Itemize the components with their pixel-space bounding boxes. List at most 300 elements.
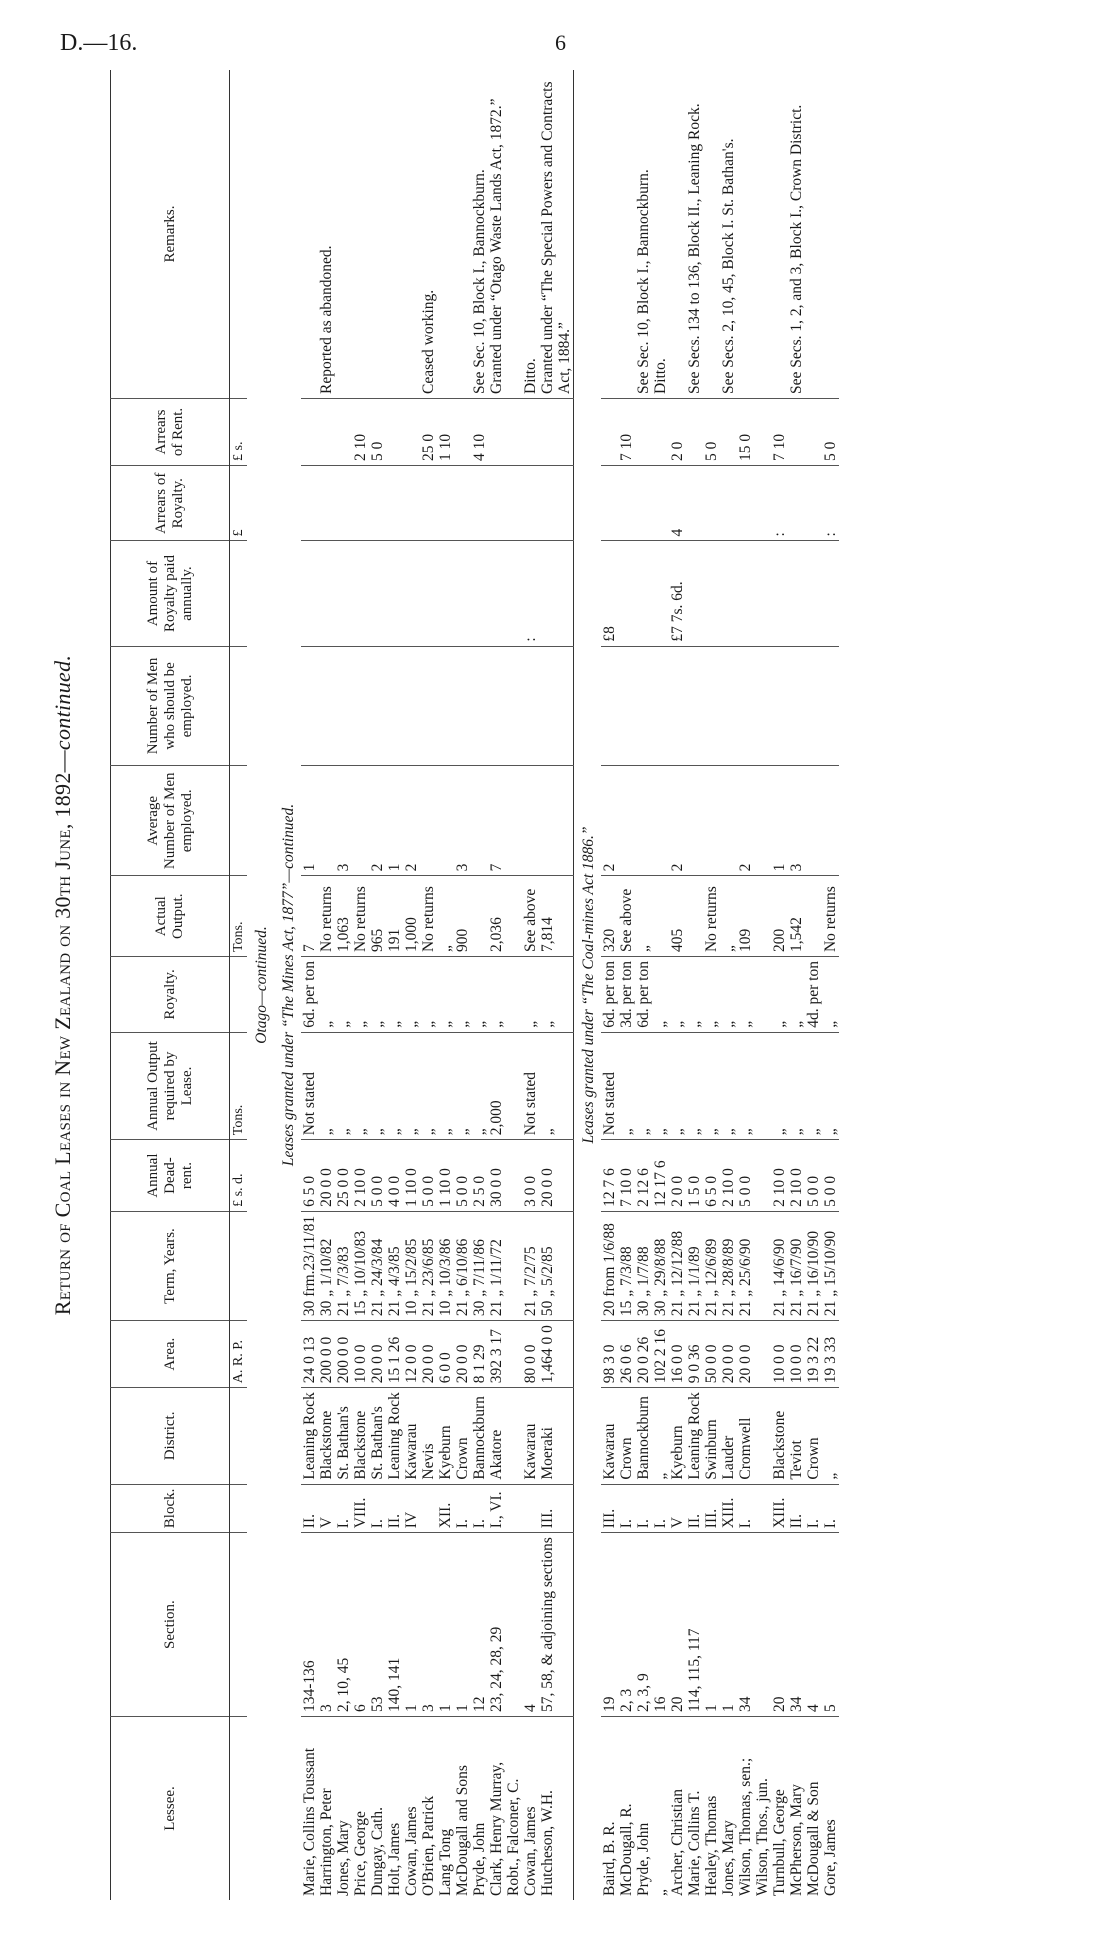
cell-district: Swinburn <box>703 1388 720 1484</box>
cell-area: 20 0 0 <box>369 1321 386 1388</box>
cell-dead-rent: 2 10 0 <box>788 1140 805 1212</box>
cell-remarks <box>335 70 352 399</box>
units-row <box>230 70 248 1900</box>
cell-block: II. <box>686 1484 703 1533</box>
cell-remarks: See Secs. 134 to 136, Block II., Leaning Rock. <box>686 103 703 394</box>
cell-district: Kawarau <box>403 1388 420 1484</box>
cell-section: 12 <box>471 1533 488 1717</box>
cell-remarks <box>454 70 471 399</box>
cell-arrears-rent <box>386 399 403 466</box>
cell-lessee: McDougall, R. <box>618 1717 635 1901</box>
cell-actual-output: 200 <box>771 876 788 957</box>
cell-royalty: 6d. per ton <box>301 957 318 1033</box>
cell-lessee: Lang Tong <box>437 1717 454 1901</box>
cell-avg-men <box>703 766 720 876</box>
cell-men-should <box>454 646 471 766</box>
cell-lessee: Gore, James <box>822 1717 839 1901</box>
col-avg-men: Average Number of Men employed. <box>111 766 230 876</box>
cell-arrears-rent <box>335 399 352 466</box>
cell-block: I. <box>822 1484 839 1533</box>
table-row <box>669 70 686 1900</box>
cell-royalty: 4d. per ton <box>805 957 822 1033</box>
table-row <box>437 70 454 1900</box>
cell-dead-rent: 5 0 0 <box>454 1140 471 1212</box>
cell-lessee: O'Brien, Patrick <box>420 1717 437 1901</box>
cell-area: 98 3 0 <box>601 1321 618 1388</box>
table-header-row <box>111 70 230 1900</box>
cell-lessee: Jones, Mary <box>335 1717 352 1901</box>
cell-men-should <box>635 646 652 766</box>
cell-arrears-royalty <box>454 465 471 540</box>
col-arrears-royalty: Arrears of Royalty. <box>111 465 230 540</box>
cell-district: Kawarau <box>522 1388 539 1484</box>
cell-royalty: „ <box>335 957 352 1033</box>
cell-district: Kyeburn <box>669 1388 686 1484</box>
col-lessee: Lessee. <box>111 1717 230 1901</box>
cell-annual-output: „ <box>669 1032 686 1139</box>
cell-arrears-royalty <box>686 465 703 540</box>
cell-section: 23, 24, 28, 29 <box>488 1533 522 1717</box>
cell-term: 21 „ 16/10/90 <box>805 1211 822 1320</box>
cell-term: 21 „ 28/8/89 <box>720 1211 737 1320</box>
cell-dead-rent: 5 0 0 <box>822 1140 839 1212</box>
cell-actual-output: „ <box>437 876 454 957</box>
cell-remarks <box>805 70 822 399</box>
cell-dead-rent: 1 10 0 <box>403 1140 420 1212</box>
cell-remarks <box>737 70 771 399</box>
cell-arrears-royalty <box>737 465 771 540</box>
cell-dead-rent: 7 10 0 <box>618 1140 635 1212</box>
cell-area: 6 0 0 <box>437 1321 454 1388</box>
table-row <box>403 70 420 1900</box>
cell-remarks: Ditto. <box>522 358 539 394</box>
cell-district: Moeraki <box>539 1388 574 1484</box>
cell-block: II. <box>386 1484 403 1533</box>
cell-term: 30 „ 29/8/88 <box>652 1211 669 1320</box>
cell-arrears-royalty <box>301 465 318 540</box>
cell-actual-output: 965 <box>369 876 386 957</box>
cell-area: 24 0 13 <box>301 1321 318 1388</box>
cell-arrears-royalty <box>318 465 335 540</box>
cell-actual-output: No returns <box>822 876 839 957</box>
cell-actual-output: 1,063 <box>335 876 352 957</box>
cell-men-should <box>805 646 822 766</box>
cell-lessee: Price, George <box>352 1717 369 1901</box>
cell-royalty: „ <box>488 957 522 1033</box>
cell-men-should <box>437 646 454 766</box>
cell-section: 1 <box>454 1533 471 1717</box>
cell-term: 21 „ 24/3/84 <box>369 1211 386 1320</box>
cell-district: Bannockburn <box>635 1388 652 1484</box>
cell-arrears-rent: 1 10 <box>437 399 454 466</box>
table-row <box>386 70 403 1900</box>
col-district: District. <box>111 1388 230 1484</box>
coal-leases-table <box>110 70 839 1900</box>
section-heading-1877-label: Leases granted under “The Mines Act, 1877”—continued. <box>280 803 297 1167</box>
cell-lessee: Clark, Henry Murray, Robt., Falconer, C. <box>488 1717 522 1901</box>
cell-avg-men <box>318 766 335 876</box>
cell-royalty-paid <box>771 541 788 646</box>
cell-arrears-royalty <box>420 465 437 540</box>
cell-block: I. <box>369 1484 386 1533</box>
cell-area: 19 3 22 <box>805 1321 822 1388</box>
cell-avg-men: 1 <box>386 766 403 876</box>
cell-lessee: Wilson, Thomas, sen.; Wilson, Thos., jun. <box>737 1717 771 1901</box>
cell-block: I. <box>737 1484 771 1533</box>
cell-men-should <box>352 646 369 766</box>
cell-annual-output: 2,000 <box>488 1032 522 1139</box>
cell-district: Crown <box>454 1388 471 1484</box>
cell-annual-output: „ <box>420 1032 437 1139</box>
cell-royalty-paid <box>788 541 805 646</box>
cell-block: I. <box>635 1484 652 1533</box>
cell-arrears-rent <box>318 399 335 466</box>
cell-arrears-rent <box>301 399 318 466</box>
cell-men-should <box>737 646 771 766</box>
cell-area: 10 0 0 <box>771 1321 788 1388</box>
cell-remarks: See Secs. 2, 10, 45, Block I. St. Bathan's. <box>720 138 737 394</box>
cell-district: St. Bathan's <box>335 1388 352 1484</box>
cell-annual-output: „ <box>771 1032 788 1139</box>
cell-remarks <box>771 70 788 399</box>
col-dead-rent: Annual Dead-rent. <box>111 1140 230 1212</box>
cell-section: 1 <box>720 1533 737 1717</box>
cell-avg-men: 7 <box>488 766 522 876</box>
cell-dead-rent: 6 5 0 <box>301 1140 318 1212</box>
cell-district: „ <box>652 1388 669 1484</box>
cell-term: 50 „ 5/2/85 <box>539 1211 574 1320</box>
cell-term: 10 „ 10/3/86 <box>437 1211 454 1320</box>
cell-avg-men: 3 <box>454 766 471 876</box>
unit-actual-output: Tons. <box>230 876 248 957</box>
cell-annual-output: Not stated <box>601 1032 618 1139</box>
table-row <box>618 70 635 1900</box>
cell-royalty: 6d. per ton <box>635 957 652 1033</box>
cell-term: 30 „ 7/11/86 <box>471 1211 488 1320</box>
cell-area: 19 3 33 <box>822 1321 839 1388</box>
cell-remarks <box>618 70 635 399</box>
cell-block: I., VI. <box>488 1484 522 1533</box>
cell-lessee: Dungay, Cath. <box>369 1717 386 1901</box>
cell-avg-men: 2 <box>737 766 771 876</box>
cell-district: Teviot <box>788 1388 805 1484</box>
section-heading-region <box>247 70 274 1900</box>
col-royalty-paid: Amount of Royalty paid annually. <box>111 541 230 646</box>
table-row <box>771 70 788 1900</box>
cell-remarks <box>386 70 403 399</box>
section-heading-1886 <box>574 70 602 1900</box>
col-royalty: Royalty. <box>111 957 230 1033</box>
cell-men-should <box>386 646 403 766</box>
cell-section: 1 <box>403 1533 420 1717</box>
cell-annual-output: Not stated <box>522 1032 539 1139</box>
cell-arrears-rent: 7 10 <box>618 399 635 466</box>
cell-dead-rent: 4 0 0 <box>386 1140 403 1212</box>
cell-royalty: „ <box>369 957 386 1033</box>
cell-actual-output <box>652 876 669 957</box>
cell-actual-output: 7,814 <box>539 876 574 957</box>
cell-dead-rent: 2 12 6 <box>635 1140 652 1212</box>
cell-men-should <box>403 646 420 766</box>
cell-men-should <box>369 646 386 766</box>
cell-remarks <box>703 70 720 399</box>
cell-royalty: „ <box>539 957 574 1033</box>
cell-dead-rent: 5 0 0 <box>420 1140 437 1212</box>
cell-avg-men <box>437 766 454 876</box>
cell-royalty-paid <box>471 541 488 646</box>
cell-lessee: Harrington, Peter <box>318 1717 335 1901</box>
cell-annual-output: „ <box>403 1032 420 1139</box>
cell-block <box>420 1484 437 1533</box>
cell-district: Blackstone <box>352 1388 369 1484</box>
cell-lessee: Healey, Thomas <box>703 1717 720 1901</box>
table-row <box>522 70 539 1900</box>
cell-avg-men <box>539 766 574 876</box>
cell-area: 20 0 0 <box>737 1321 771 1388</box>
cell-annual-output: „ <box>437 1032 454 1139</box>
cell-district: Leaning Rock <box>301 1388 318 1484</box>
cell-avg-men <box>618 766 635 876</box>
cell-dead-rent: 20 0 0 <box>539 1140 574 1212</box>
cell-lessee: Holt, James <box>386 1717 403 1901</box>
cell-lessee: Archer, Christian <box>669 1717 686 1901</box>
cell-avg-men <box>805 766 822 876</box>
cell-lessee: Jones, Mary <box>720 1717 737 1901</box>
cell-term: 21 „ 1/11/72 <box>488 1211 522 1320</box>
cell-block: II. <box>788 1484 805 1533</box>
cell-arrears-royalty <box>635 465 652 540</box>
cell-area: 20 0 0 <box>454 1321 471 1388</box>
cell-dead-rent: 3 0 0 <box>522 1140 539 1212</box>
cell-section: 20 <box>669 1533 686 1717</box>
cell-royalty-paid <box>488 541 522 646</box>
cell-annual-output: Not stated <box>301 1032 318 1139</box>
cell-annual-output: „ <box>369 1032 386 1139</box>
cell-dead-rent: 5 0 0 <box>369 1140 386 1212</box>
cell-actual-output: No returns <box>420 876 437 957</box>
cell-block: XII. <box>437 1484 454 1533</box>
cell-annual-output: „ <box>788 1032 805 1139</box>
cell-royalty: „ <box>420 957 437 1033</box>
cell-section: 2, 3 <box>618 1533 635 1717</box>
cell-royalty-paid <box>686 541 703 646</box>
cell-remarks <box>437 70 454 399</box>
cell-avg-men <box>471 766 488 876</box>
cell-royalty: „ <box>522 957 539 1033</box>
cell-district: „ <box>822 1388 839 1484</box>
unit-dead-rent: £ s. d. <box>230 1140 248 1212</box>
cell-section: 2, 10, 45 <box>335 1533 352 1717</box>
cell-district: Akatore <box>488 1388 522 1484</box>
cell-arrears-rent <box>488 399 522 466</box>
cell-arrears-rent: 5 0 <box>703 399 720 466</box>
cell-dead-rent: 2 0 0 <box>669 1140 686 1212</box>
cell-remarks: Ditto. <box>652 358 669 394</box>
col-area: Area. <box>111 1321 230 1388</box>
cell-men-should <box>522 646 539 766</box>
cell-section: 3 <box>420 1533 437 1717</box>
cell-arrears-rent: 15 0 <box>737 399 771 466</box>
cell-term: 30 „ 1/10/82 <box>318 1211 335 1320</box>
cell-term: 30 frm.23/11/81 <box>301 1211 318 1320</box>
cell-dead-rent: 2 10 0 <box>352 1140 369 1212</box>
cell-avg-men <box>420 766 437 876</box>
col-block: Block. <box>111 1484 230 1533</box>
cell-block: I. <box>335 1484 352 1533</box>
cell-remarks: Ceased working. <box>420 289 437 394</box>
cell-royalty: „ <box>788 957 805 1033</box>
cell-dead-rent: 1 10 0 <box>437 1140 454 1212</box>
cell-district: Nevis <box>420 1388 437 1484</box>
cell-royalty-paid <box>805 541 822 646</box>
cell-term: 21 „ 23/6/85 <box>420 1211 437 1320</box>
section-heading-region-label: Otago—continued. <box>253 926 270 1044</box>
cell-area: 16 0 0 <box>669 1321 686 1388</box>
cell-lessee: Hutcheson, W.H. <box>539 1717 574 1901</box>
cell-remarks: See Sec. 10, Block I., Bannockburn. <box>635 169 652 394</box>
table-body <box>230 70 840 1900</box>
table-row <box>301 70 318 1900</box>
cell-block: V <box>669 1484 686 1533</box>
table-row <box>471 70 488 1900</box>
cell-section: 4 <box>805 1533 822 1717</box>
cell-arrears-rent <box>788 399 805 466</box>
cell-men-should <box>771 646 788 766</box>
cell-arrears-royalty <box>403 465 420 540</box>
table-title <box>50 70 76 1900</box>
cell-remarks: See Secs. 1, 2, and 3, Block I., Crown District. <box>788 104 805 394</box>
cell-annual-output: „ <box>652 1032 669 1139</box>
table-row <box>822 70 839 1900</box>
cell-actual-output: 191 <box>386 876 403 957</box>
cell-remarks: See Sec. 10, Block I., Bannockburn. <box>471 169 488 394</box>
cell-annual-output: „ <box>618 1032 635 1139</box>
cell-men-should <box>686 646 703 766</box>
cell-block <box>522 1484 539 1533</box>
cell-royalty: „ <box>471 957 488 1033</box>
table-row <box>369 70 386 1900</box>
cell-arrears-rent <box>635 399 652 466</box>
cell-term: 21 „ 25/6/90 <box>737 1211 771 1320</box>
cell-arrears-rent: 4 10 <box>471 399 488 466</box>
cell-section: 16 <box>652 1533 669 1717</box>
cell-section: 34 <box>788 1533 805 1717</box>
col-section: Section. <box>111 1533 230 1717</box>
cell-royalty: „ <box>437 957 454 1033</box>
cell-royalty-paid <box>318 541 335 646</box>
cell-avg-men: 2 <box>669 766 686 876</box>
cell-royalty-paid <box>369 541 386 646</box>
cell-annual-output: „ <box>318 1032 335 1139</box>
cell-avg-men: 2 <box>601 766 618 876</box>
cell-dead-rent: 1 5 0 <box>686 1140 703 1212</box>
cell-area: 80 0 0 <box>522 1321 539 1388</box>
cell-annual-output: „ <box>471 1032 488 1139</box>
col-men-should: Number of Men who should be employed. <box>111 646 230 766</box>
cell-arrears-rent <box>686 399 703 466</box>
cell-district: Leaning Rock <box>386 1388 403 1484</box>
cell-arrears-rent <box>805 399 822 466</box>
cell-arrears-rent: 5 0 <box>369 399 386 466</box>
cell-arrears-royalty: : <box>771 465 788 540</box>
unit-arrears-royalty: £ <box>230 465 248 540</box>
cell-annual-output: „ <box>805 1032 822 1139</box>
cell-avg-men: 3 <box>788 766 805 876</box>
cell-actual-output: „ <box>635 876 652 957</box>
cell-royalty-paid <box>720 541 737 646</box>
cell-dead-rent: 25 0 0 <box>335 1140 352 1212</box>
cell-arrears-royalty <box>369 465 386 540</box>
cell-arrears-rent: 2 0 <box>669 399 686 466</box>
cell-term: 21 „ 14/6/90 <box>771 1211 788 1320</box>
cell-remarks <box>669 70 686 399</box>
unit-annual-output: Tons. <box>230 1032 248 1139</box>
cell-section: 140, 141 <box>386 1533 403 1717</box>
cell-royalty-paid: £7 7s. 6d. <box>669 541 686 646</box>
cell-royalty-paid <box>352 541 369 646</box>
cell-actual-output: 405 <box>669 876 686 957</box>
cell-royalty-paid <box>652 541 669 646</box>
cell-royalty: „ <box>737 957 771 1033</box>
page-number: 6 <box>555 30 566 55</box>
cell-avg-men: 1 <box>301 766 318 876</box>
cell-section: 1 <box>703 1533 720 1717</box>
cell-block: III. <box>539 1484 574 1533</box>
cell-remarks: Granted under “The Special Powers and Contracts Act, 1884.” <box>539 81 573 394</box>
cell-arrears-royalty <box>352 465 369 540</box>
cell-annual-output: „ <box>737 1032 771 1139</box>
cell-arrears-royalty <box>335 465 352 540</box>
cell-arrears-royalty <box>539 465 574 540</box>
cell-block: V <box>318 1484 335 1533</box>
cell-area: 20 0 0 <box>420 1321 437 1388</box>
section-heading-1886-label: Leases granted under “The Coal-mines Act 1886.” <box>574 70 602 1900</box>
col-remarks: Remarks. <box>111 70 230 399</box>
cell-dead-rent: 2 5 0 <box>471 1140 488 1212</box>
cell-area: 392 3 17 <box>488 1321 522 1388</box>
table-row <box>488 70 522 1900</box>
cell-block: I. <box>471 1484 488 1533</box>
table-row <box>720 70 737 1900</box>
table-title-main: Return of Coal Leases in New Zealand on 30th June, 1892— <box>50 750 75 1316</box>
cell-actual-output: No returns <box>352 876 369 957</box>
table-title-continued: continued. <box>50 654 75 751</box>
cell-men-should <box>301 646 318 766</box>
cell-district: Leaning Rock <box>686 1388 703 1484</box>
cell-section: 2, 3, 9 <box>635 1533 652 1717</box>
cell-arrears-royalty <box>437 465 454 540</box>
table-row <box>635 70 652 1900</box>
cell-royalty: „ <box>669 957 686 1033</box>
cell-men-should <box>618 646 635 766</box>
cell-men-should <box>318 646 335 766</box>
table-row <box>805 70 822 1900</box>
cell-district: Bannockburn <box>471 1388 488 1484</box>
table-row <box>454 70 471 1900</box>
cell-term: 10 „ 15/2/85 <box>403 1211 420 1320</box>
cell-royalty-paid <box>386 541 403 646</box>
cell-actual-output: No returns <box>703 876 720 957</box>
cell-term: 21 „ 6/10/86 <box>454 1211 471 1320</box>
cell-royalty-paid <box>403 541 420 646</box>
cell-actual-output: 7 <box>301 876 318 957</box>
cell-section: 1 <box>437 1533 454 1717</box>
cell-district: Crown <box>805 1388 822 1484</box>
cell-actual-output: 2,036 <box>488 876 522 957</box>
cell-remarks: Reported as abandoned. <box>318 245 335 394</box>
cell-men-should <box>488 646 522 766</box>
cell-avg-men <box>720 766 737 876</box>
